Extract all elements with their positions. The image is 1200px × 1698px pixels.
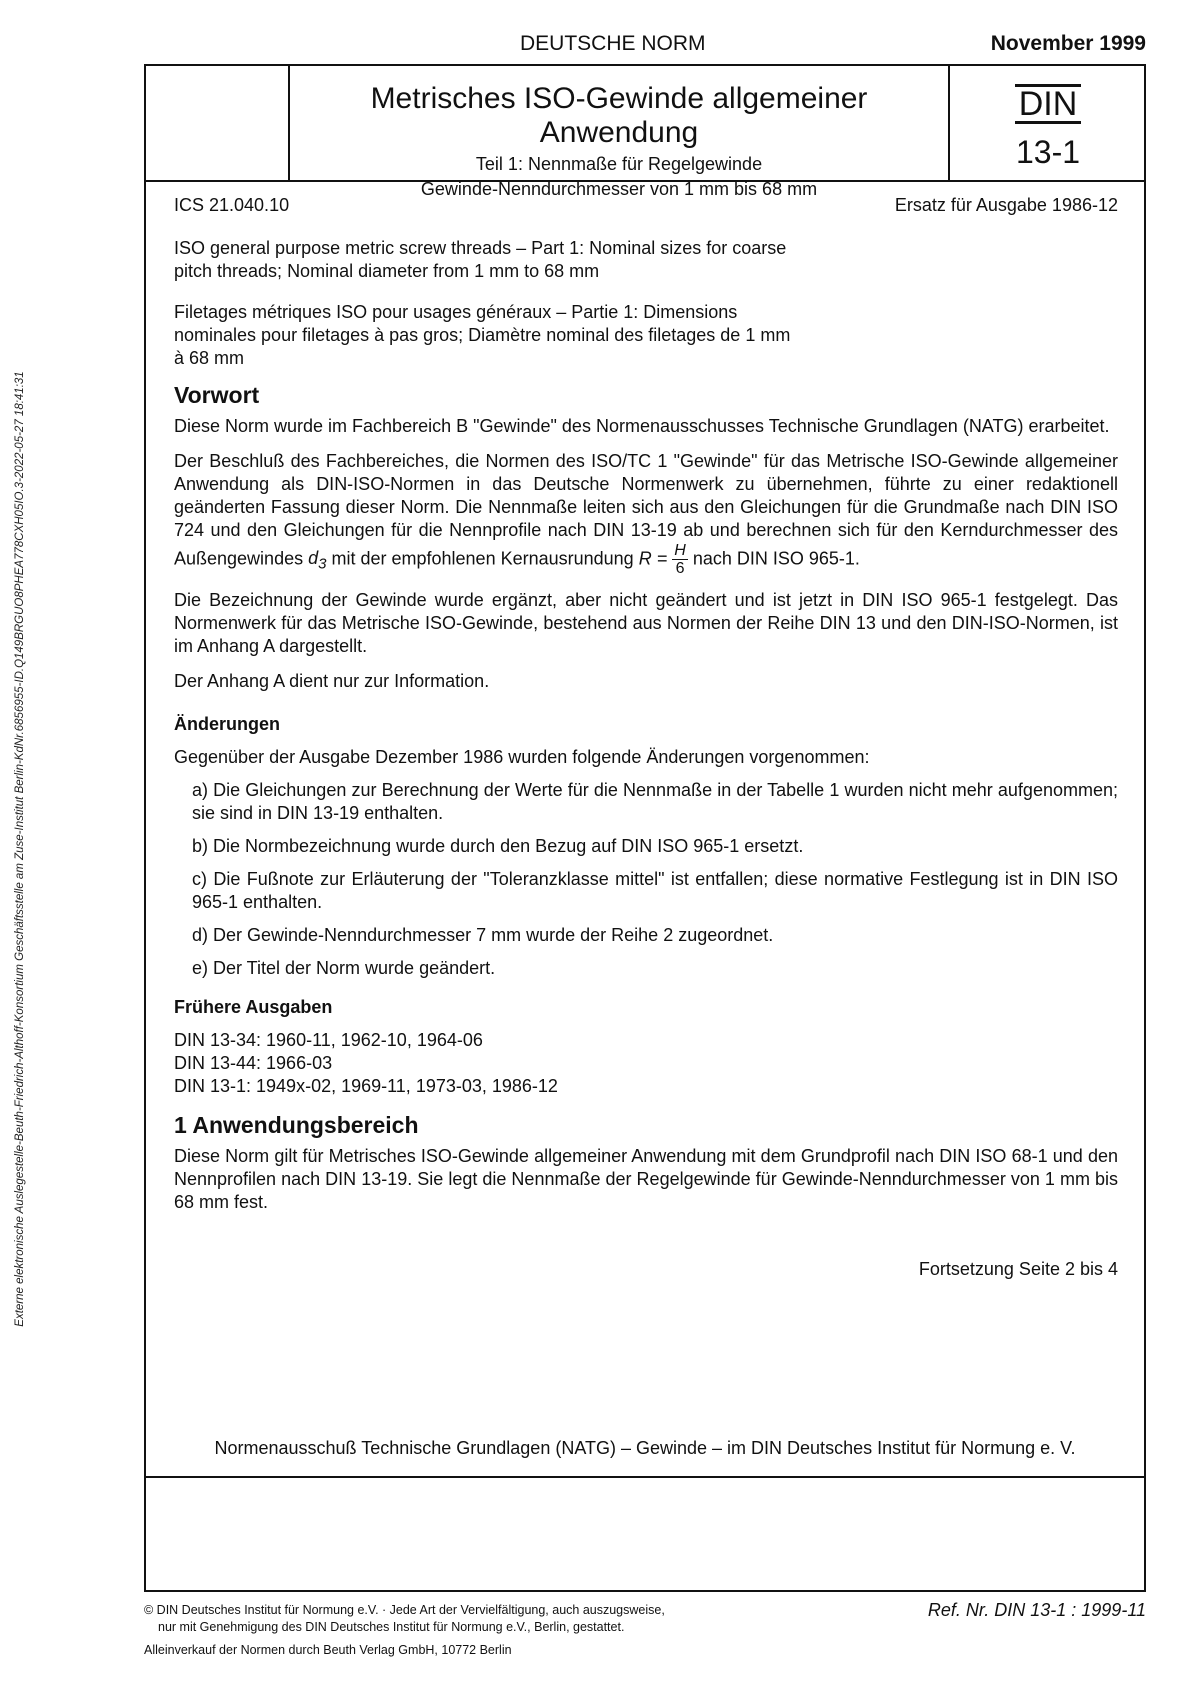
vorwort-paragraph-2-text: Der Beschluß des Fachbereiches, die Normen des ISO/TC 1 "Gewinde" für das Metrische ISO-Gewinde allgemeiner Anwendung als DIN-ISO-Normen in das Deutsche Normenwerk zu übernehmen, führte zu einer redaktionell geänderten Fassung dieser Norm. Die Nennmaße leiten sich aus den Gleichungen für die Grundmaße nach DIN ISO 724 und den Gleichungen für die Nennprofile nach DIN 13-19 ab und berechnen sich für den Kerndurchmesser des Außengewindes <box>174 451 1118 569</box>
document-frame <box>144 64 1146 1592</box>
footer-divider <box>146 1476 1144 1478</box>
vorwort-paragraph-2-text-b: mit der empfohlenen Kernausrundung <box>331 548 634 569</box>
vorwort-paragraph-1: Diese Norm wurde im Fachbereich B "Gewinde" des Normenausschusses Technische Grundlagen (NATG) erarbeitet. <box>174 416 1110 436</box>
title-block-left-cell <box>146 66 290 180</box>
document-subtitle-2: Gewinde-Nenndurchmesser von 1 mm bis 68 mm <box>420 179 818 199</box>
din-number: 13-1 <box>1015 134 1081 170</box>
list-item: e) Der Titel der Norm wurde geändert. <box>192 958 496 978</box>
aenderungen-intro: Gegenüber der Ausgabe Dezember 1986 wurden folgende Änderungen vorgenommen: <box>174 747 870 767</box>
replaces-edition: Ersatz für Ausgabe 1986-12 <box>894 195 1118 215</box>
section-1-text: Diese Norm gilt für Metrisches ISO-Gewinde allgemeiner Anwendung mit dem Grundprofil nach DIN ISO 68-1 und den Nennprofilen nach DIN 13-19. Sie legt die Nennmaße der Regelgewinde für Gewinde-Nenndurchmesser von 1 mm bis 68 mm fest. <box>174 1146 1118 1212</box>
vorwort-paragraph-4: Der Anhang A dient nur zur Information. <box>174 671 490 691</box>
reference-number: Ref. Nr. DIN 13-1 : 1999-11 <box>927 1600 1146 1620</box>
list-item: DIN 13-44: 1966-03 <box>174 1053 333 1073</box>
document-body <box>174 180 1118 1281</box>
list-item: a) Die Gleichungen zur Berechnung der Werte für die Nennmaße in der Tabelle 1 wurden nicht mehr aufgenommen; sie sind in DIN 13-19 enthalten. <box>192 780 1118 823</box>
vorwort-heading: Vorwort <box>174 382 260 408</box>
list-item: d) Der Gewinde-Nenndurchmesser 7 mm wurde der Reihe 2 zugeordnet. <box>192 925 774 945</box>
copyright-line-1: © DIN Deutsches Institut für Normung e.V. · Jede Art der Vervielfältigung, auch auszugsweise, <box>144 1603 665 1617</box>
aenderungen-list <box>174 779 1118 980</box>
french-title: Filetages métriques ISO pour usages généraux – Partie 1: Dimensions nominales pour filetages à pas gros; Diamètre nominal des filetages de 1 mm à 68 mm <box>174 302 791 368</box>
list-item: b) Die Normbezeichnung wurde durch den Bezug auf DIN ISO 965-1 ersetzt. <box>192 836 804 856</box>
aenderungen-heading: Änderungen <box>174 714 280 734</box>
ics-code: ICS 21.040.10 <box>174 195 290 215</box>
section-1-heading: 1 Anwendungsbereich <box>174 1112 419 1138</box>
vorwort-paragraph-2-text-c: nach DIN ISO 965-1. <box>692 548 860 569</box>
document-subtitle-1: Teil 1: Nennmaße für Regelgewinde <box>475 154 763 174</box>
norm-type-label: DEUTSCHE NORM <box>520 32 706 55</box>
fruehere-ausgaben-heading: Frühere Ausgaben <box>174 997 333 1017</box>
sales-note: Alleinverkauf der Normen durch Beuth Verlag GmbH, 10772 Berlin <box>144 1643 512 1657</box>
committee-footer: Normenausschuß Technische Grundlagen (NATG) – Gewinde – im DIN Deutsches Institut für Normung e. V. <box>214 1438 1076 1458</box>
vorwort-paragraph-2 <box>174 450 1118 577</box>
list-item: c) Die Fußnote zur Erläuterung der "Toleranzklasse mittel" ist entfallen; diese normative Festlegung ist in DIN ISO 965-1 enthalten. <box>192 869 1118 912</box>
vertical-license-watermark: Externe elektronische Auslegestelle-Beuth-Friedrich-Althoff-Konsortium Geschäftsstelle am Zuse-Institut Berlin-KdNr.6856955-ID.Q149BRGUO8PHEA778CXH05IO.3-2022-05-27 18:41:31 <box>14 371 26 1327</box>
title-block-center <box>290 66 950 199</box>
list-item: DIN 13-34: 1960-11, 1962-10, 1964-06 <box>174 1030 483 1050</box>
meta-row <box>174 194 1118 217</box>
issue-date: November 1999 <box>990 32 1146 55</box>
din-number-block <box>950 66 1146 180</box>
copyright-line-2: nur mit Genehmigung des DIN Deutsches Institut für Normung e.V., Berlin, gestattet. <box>158 1620 625 1634</box>
continuation-note: Fortsetzung Seite 2 bis 4 <box>918 1259 1118 1279</box>
din-logo: DIN <box>1015 84 1082 124</box>
fruehere-ausgaben-list <box>174 1029 1118 1098</box>
variable-d3: $d_3$ <box>308 548 327 573</box>
english-title: ISO general purpose metric screw threads – Part 1: Nominal sizes for coarse pitch threads; Nominal diameter from 1 mm to 68 mm <box>174 238 787 281</box>
document-title: Metrisches ISO-Gewinde allgemeiner Anwendung <box>370 82 868 149</box>
list-item: DIN 13-1: 1949x-02, 1969-11, 1973-03, 1986-12 <box>174 1076 558 1096</box>
vorwort-paragraph-3: Die Bezeichnung der Gewinde wurde ergänzt, aber nicht geändert und ist jetzt in DIN ISO 965-1 festgelegt. Das Normenwerk für das Metrische ISO-Gewinde, bestehend aus Normen der Reihe DIN 13 und den DIN-ISO-Normen, ist im Anhang A dargestellt. <box>174 590 1118 656</box>
copyright-notice <box>144 1602 665 1659</box>
title-block <box>146 66 1144 199</box>
formula-lhs: R = <box>638 548 668 569</box>
formula-fraction: $\frac{H}{6}$ <box>674 542 686 577</box>
